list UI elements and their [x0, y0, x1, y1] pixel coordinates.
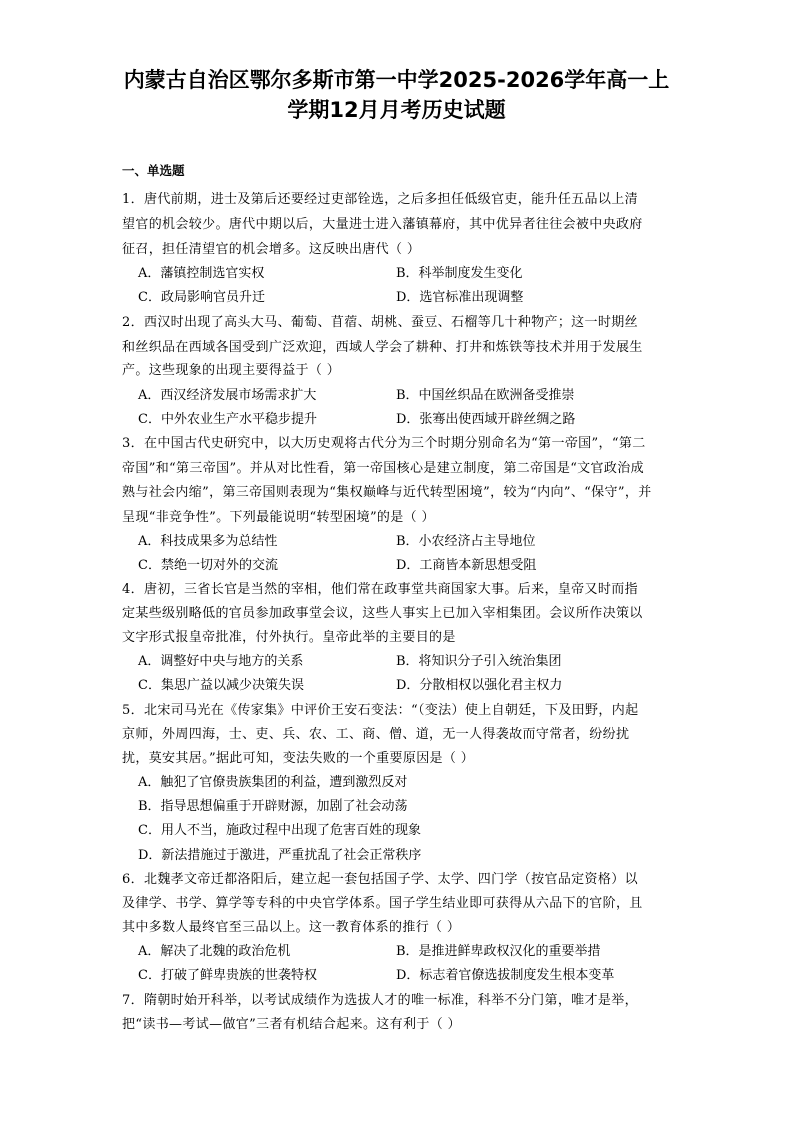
question-6-line-1: 6．北魏孝文帝迁都洛阳后，建立起一套包括国子学、太学、四门学（按官品定资格）以 — [122, 872, 638, 887]
question-2-line-3: 产。这些现象的出现主要得益于（ ） — [122, 363, 341, 378]
question-5-option-a: A．触犯了官僚贵族集团的利益，遭到激烈反对 — [138, 775, 408, 790]
question-4-option-d: D．分散相权以强化君主权力 — [396, 678, 563, 693]
question-3-line-1: 3．在中国古代史研究中，以大历史观将古代分为三个时期分别命名为“第一帝国”，“第二 — [122, 436, 646, 451]
question-1-line-1: 1．唐代前期，进士及第后还要经过吏部铨选，之后多担任低级官吏，能升任五品以上清 — [122, 192, 638, 207]
question-3-line-4: 呈现“非竞争性”。下列最能说明“转型困境”的是（ ） — [122, 510, 435, 525]
question-5-option-b: B．指导思想偏重于开辟财源，加剧了社会动荡 — [138, 799, 408, 814]
question-4-line-1: 4．唐初，三省长官是当然的宰相，他们常在政事堂共商国家大事。后来，皇帝又时而指 — [122, 582, 638, 597]
question-1-option-b: B．科举制度发生变化 — [396, 266, 523, 281]
question-6-option-d: D．标志着官僚选拔制度发生根本变革 — [396, 968, 615, 983]
question-7-line-1: 7．隋朝时始开科举，以考试成绩作为选拔人才的唯一标准，科举不分门第，唯才是举， — [122, 993, 638, 1008]
question-2-option-d: D．张骞出使西域开辟丝绸之路 — [396, 412, 576, 427]
question-3-option-a: A．科技成果多为总结性 — [138, 534, 278, 549]
question-6-option-a: A．解决了北魏的政治危机 — [138, 944, 291, 959]
question-4-option-b: B．将知识分子引入统治集团 — [396, 654, 562, 669]
question-3-line-3: 熟与社会内缩”，第三帝国则表现为“集权巅峰与近代转型困境”，较为“内向”、“保守”，并 — [122, 485, 652, 500]
question-4-option-c: C．集思广益以减少决策失误 — [138, 678, 304, 693]
question-6-option-c: C．打破了鲜卑贵族的世袭特权 — [138, 968, 317, 983]
question-2-option-a: A．西汉经济发展市场需求扩大 — [138, 388, 317, 403]
question-2-option-b: B．中国丝织品在欧洲备受推崇 — [396, 388, 575, 403]
question-5-option-c: C．用人不当，施政过程中出现了危害百姓的现象 — [138, 823, 421, 838]
question-3-line-2: 帝国”和“第三帝国”。并从对比性看，第一帝国核心是建立制度，第二帝国是“文官政治成 — [122, 461, 644, 476]
document-title-line-1: 内蒙古自治区鄂尔多斯市第一中学2025-2026学年高一上 — [123, 68, 670, 92]
question-7-line-2: 把“读书—考试—做官”三者有机结合起来。这有利于（ ） — [122, 1017, 461, 1032]
question-2-option-c: C．中外农业生产水平稳步提升 — [138, 412, 317, 427]
question-3-option-d: D．工商皆本新思想受阻 — [396, 558, 537, 573]
question-6-option-b: B．是推进鲜卑政权汉化的重要举措 — [396, 944, 601, 959]
question-2-line-1: 2．西汉时出现了高头大马、葡萄、苜蓿、胡桃、蚕豆、石榴等几十种物产；这一时期丝 — [122, 315, 638, 330]
question-5-option-d: D．新法措施过于激进，严重扰乱了社会正常秩序 — [138, 848, 422, 863]
question-1-option-d: D．选官标准出现调整 — [396, 290, 524, 305]
question-1-line-2: 望官的机会较少。唐代中期以后，大量进士进入藩镇幕府，其中优异者往往会被中央政府 — [122, 217, 643, 232]
question-1-option-a: A．藩镇控制选官实权 — [138, 266, 265, 281]
question-5-line-3: 扰，莫安其居。”据此可知，变法失败的一个重要原因是（ ） — [122, 751, 475, 766]
document-title-line-2: 学期12月月考历史试题 — [287, 98, 506, 122]
question-6-line-3: 其中多数人最终官至三品以上。这一教育体系的推行（ ） — [122, 920, 461, 935]
question-1-line-3: 征召，担任清望官的机会增多。这反映出唐代（ ） — [122, 242, 421, 257]
question-3-option-b: B．小农经济占主导地位 — [396, 534, 536, 549]
question-5-line-1: 5．北宋司马光在《传家集》中评价王安石变法：“（变法）使上自朝廷，下及田野，内起 — [122, 703, 639, 718]
question-5-line-2: 京师，外周四海，士、吏、兵、农、工、商、僧、道，无一人得袭故而守常者，纷纷扰 — [122, 727, 630, 742]
question-6-line-2: 及律学、书学、算学等专科的中央官学体系。国子学生结业即可获得从六品下的官阶，且 — [122, 896, 643, 911]
question-4-line-2: 定某些级别略低的官员参加政事堂会议，这些人事实上已加入宰相集团。会议所作决策以 — [122, 606, 643, 621]
question-2-line-2: 和丝织品在西域各国受到广泛欢迎，西域人学会了耕种、打井和炼铁等技术并用于发展生 — [122, 340, 643, 355]
question-1-option-c: C．政局影响官员升迁 — [138, 290, 265, 305]
question-4-line-3: 文字形式报皇帝批准，付外执行。皇帝此举的主要目的是 — [122, 630, 456, 645]
section-heading: 一、单选题 — [122, 163, 185, 178]
question-3-option-c: C．禁绝一切对外的交流 — [138, 558, 278, 573]
question-4-option-a: A．调整好中央与地方的关系 — [138, 654, 304, 669]
